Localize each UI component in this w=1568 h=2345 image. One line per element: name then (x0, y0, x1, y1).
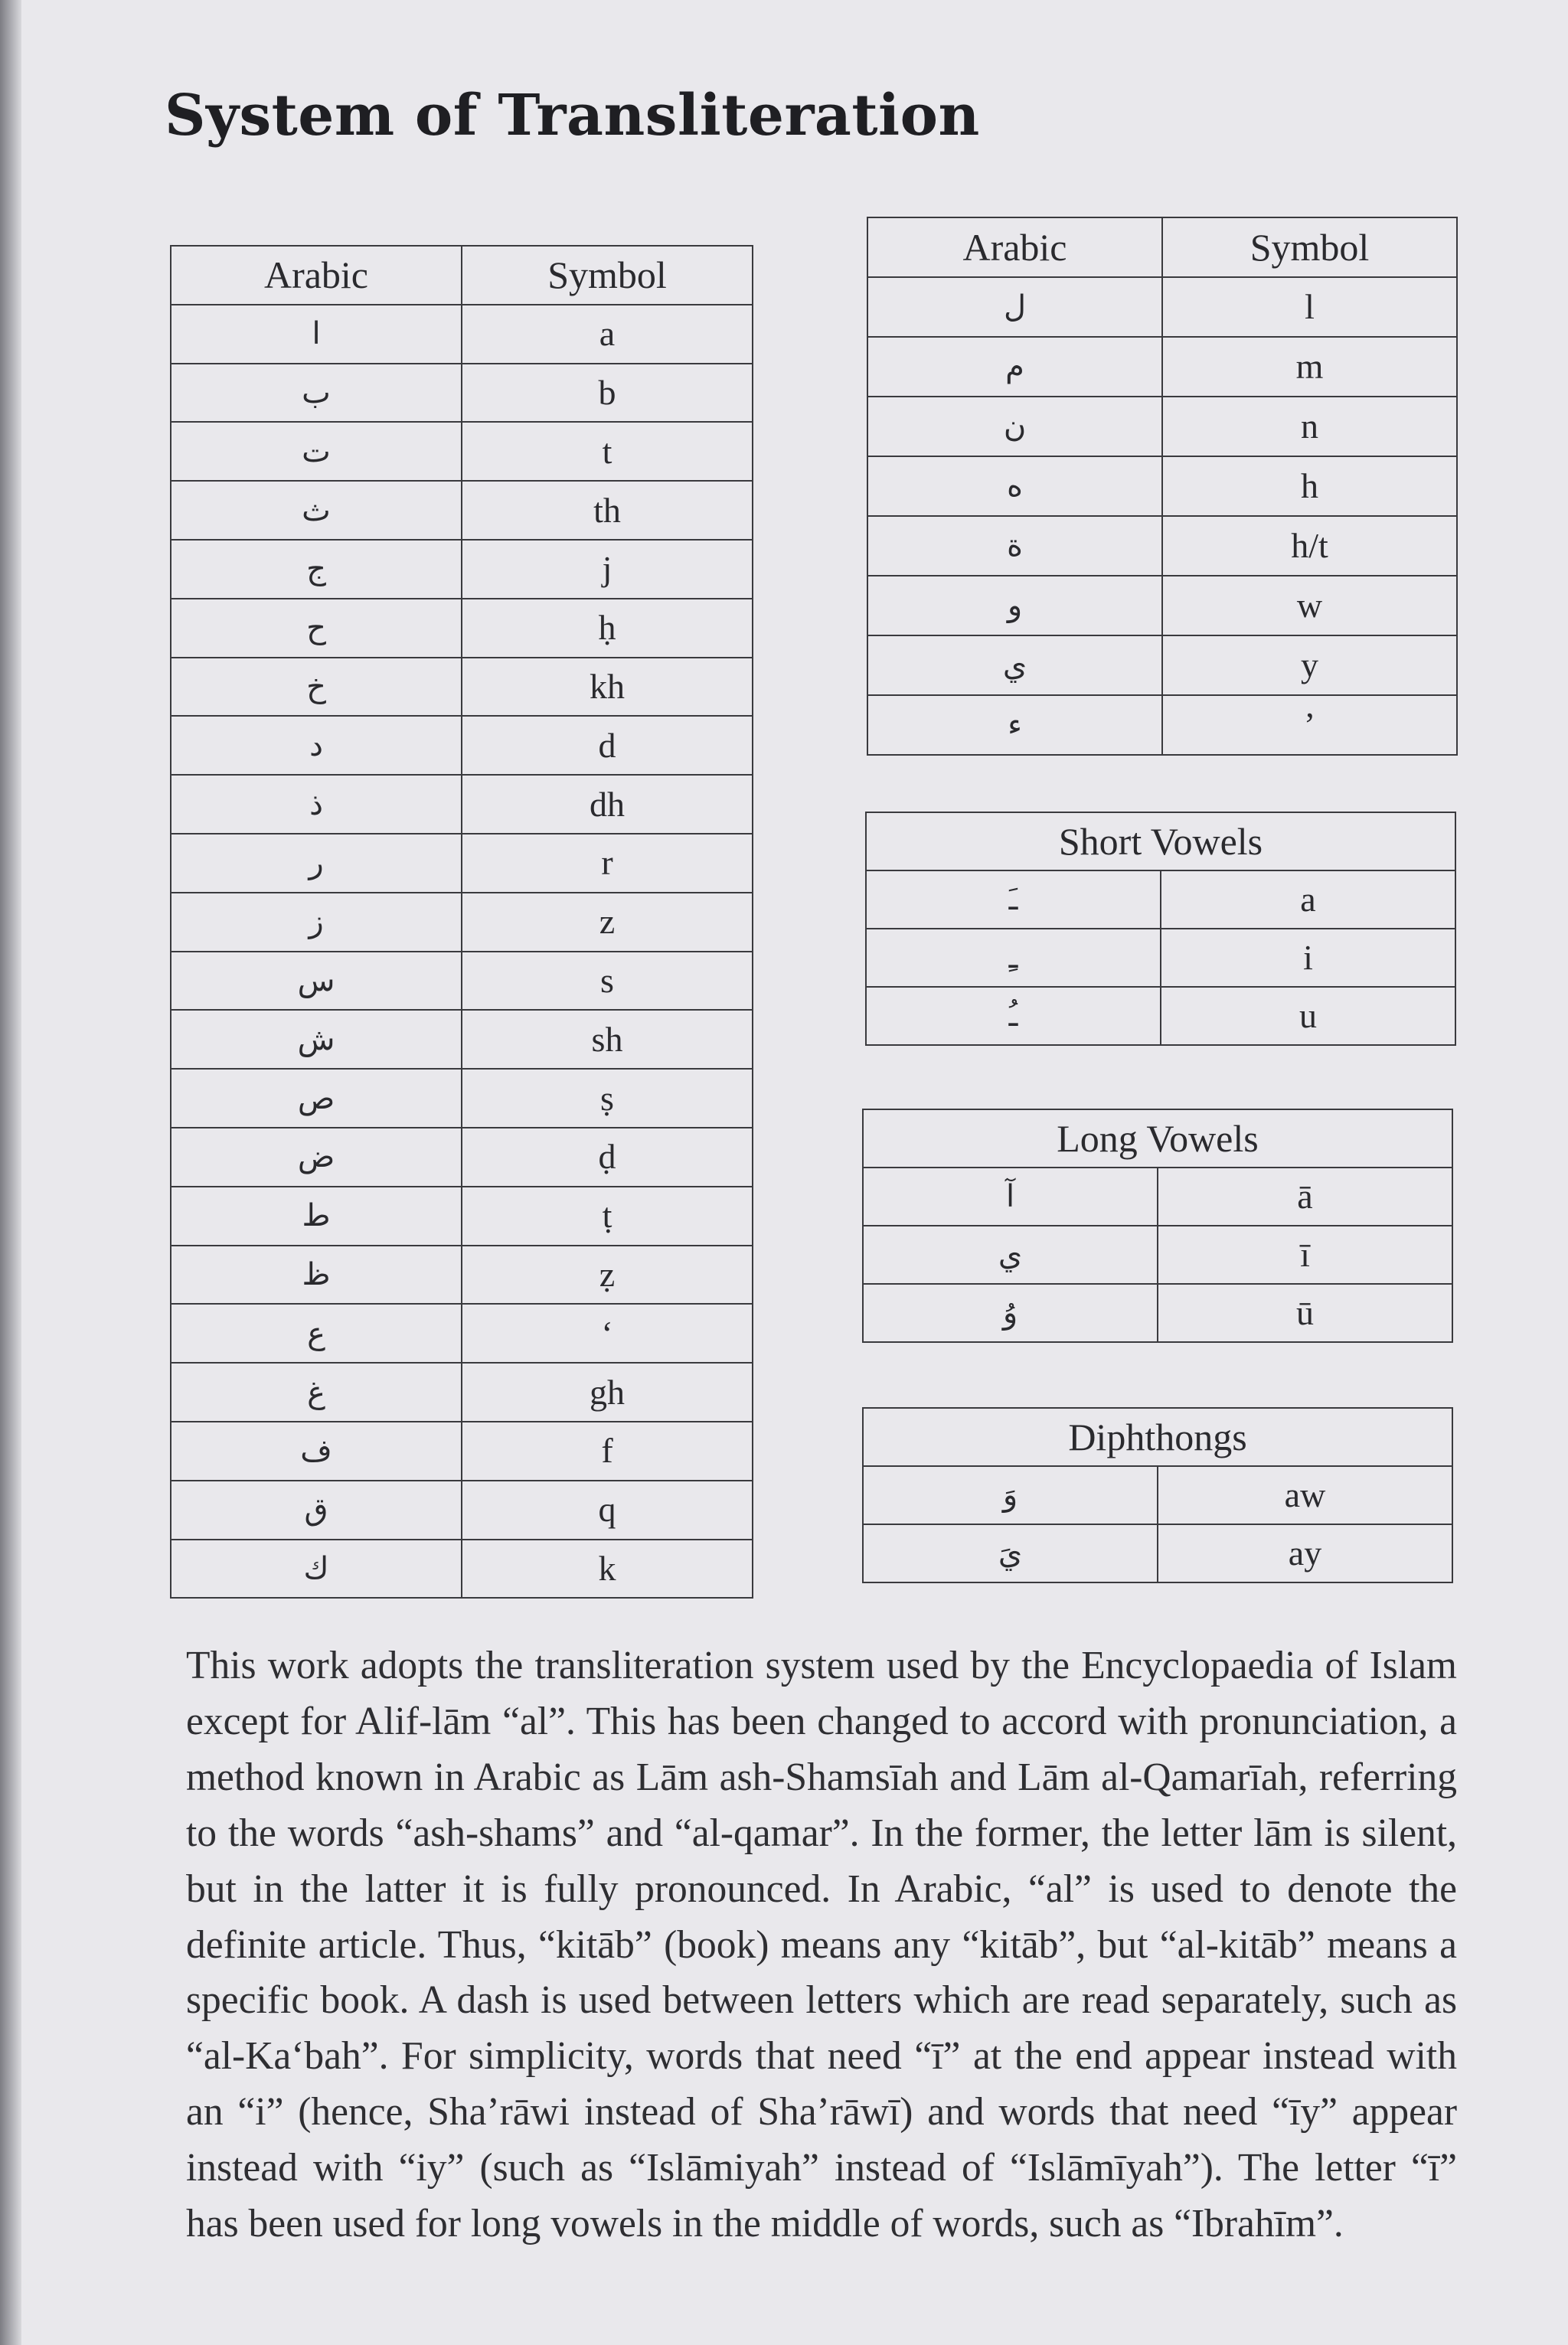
symbol-cell: dh (462, 775, 753, 834)
arabic-cell: ـُ (866, 987, 1161, 1045)
symbol-cell: a (1161, 870, 1455, 929)
arabic-cell: خ (171, 658, 462, 717)
table-row (171, 540, 753, 599)
short-vowels-table (865, 812, 1456, 1046)
symbol-cell: y (1162, 635, 1457, 695)
table-row (171, 658, 753, 717)
arabic-cell: ث (171, 481, 462, 540)
table-row (863, 1524, 1452, 1582)
symbol-cell: m (1162, 337, 1457, 397)
table-row (867, 277, 1457, 337)
arabic-cell: ذ (171, 775, 462, 834)
table-row (171, 1422, 753, 1481)
symbol-cell: ‘ (462, 1304, 753, 1363)
symbol-cell: ṣ (462, 1069, 753, 1128)
consonants-table-right (867, 217, 1458, 756)
arabic-cell: ز (171, 893, 462, 952)
symbol-cell: ī (1158, 1226, 1452, 1284)
symbol-cell: t (462, 422, 753, 481)
table-row (867, 456, 1457, 516)
arabic-cell: ج (171, 540, 462, 599)
arabic-cell: آ (863, 1168, 1158, 1226)
arabic-cell: ض (171, 1128, 462, 1187)
arabic-cell: ف (171, 1422, 462, 1481)
symbol-cell: a (462, 305, 753, 364)
arabic-cell: ط (171, 1187, 462, 1246)
table-row (171, 599, 753, 658)
table-header-row (171, 246, 753, 305)
arabic-cell: ب (171, 364, 462, 423)
arabic-cell: ة (867, 516, 1162, 576)
table-row (867, 397, 1457, 456)
table-row (171, 1363, 753, 1422)
arabic-cell: و (867, 576, 1162, 635)
arabic-cell: ي (867, 635, 1162, 695)
symbol-cell: ’ (1162, 695, 1457, 755)
table-row (171, 1246, 753, 1305)
long-vowels-table (862, 1109, 1453, 1343)
arabic-cell: وُ (863, 1284, 1158, 1342)
arabic-cell: ظ (171, 1246, 462, 1305)
symbol-cell: gh (462, 1363, 753, 1422)
arabic-cell: ح (171, 599, 462, 658)
symbol-cell: aw (1158, 1466, 1452, 1524)
arabic-cell: ق (171, 1481, 462, 1540)
arabic-cell: يَ (863, 1524, 1158, 1582)
table-row (171, 716, 753, 775)
symbol-cell: i (1161, 929, 1455, 987)
arabic-cell: وَ (863, 1466, 1158, 1524)
symbol-cell: q (462, 1481, 753, 1540)
table-row (171, 1540, 753, 1599)
arabic-cell: ء (867, 695, 1162, 755)
table-row (866, 987, 1455, 1045)
arabic-cell: ا (171, 305, 462, 364)
symbol-cell: f (462, 1422, 753, 1481)
arabic-cell: غ (171, 1363, 462, 1422)
table-row (171, 1128, 753, 1187)
table-row (171, 481, 753, 540)
table-row (867, 337, 1457, 397)
symbol-cell: h/t (1162, 516, 1457, 576)
header-symbol: Symbol (462, 246, 753, 305)
arabic-cell: م (867, 337, 1162, 397)
symbol-cell: k (462, 1540, 753, 1599)
symbol-cell: s (462, 952, 753, 1011)
table-row (171, 305, 753, 364)
arabic-cell: ي (863, 1226, 1158, 1284)
table-title-row (866, 812, 1455, 870)
symbol-cell: ḥ (462, 599, 753, 658)
table-title-row (863, 1408, 1452, 1466)
table-row (171, 1187, 753, 1246)
symbol-cell: w (1162, 576, 1457, 635)
arabic-cell: ش (171, 1010, 462, 1069)
symbol-cell: sh (462, 1010, 753, 1069)
header-symbol: Symbol (1162, 217, 1457, 277)
table-row (171, 422, 753, 481)
symbol-cell: ḍ (462, 1128, 753, 1187)
table-row (863, 1466, 1452, 1524)
symbol-cell: th (462, 481, 753, 540)
symbol-cell: u (1161, 987, 1455, 1045)
table-row (171, 893, 753, 952)
arabic-cell: ك (171, 1540, 462, 1599)
arabic-cell: ن (867, 397, 1162, 456)
symbol-cell: kh (462, 658, 753, 717)
table-row (867, 695, 1457, 755)
symbol-cell: j (462, 540, 753, 599)
table-row (867, 576, 1457, 635)
long-vowels-title: Long Vowels (863, 1109, 1452, 1168)
arabic-cell: د (171, 716, 462, 775)
symbol-cell: l (1162, 277, 1457, 337)
arabic-cell: ه (867, 456, 1162, 516)
diphthongs-title: Diphthongs (863, 1408, 1452, 1466)
symbol-cell: b (462, 364, 753, 423)
table-row (863, 1284, 1452, 1342)
header-arabic: Arabic (171, 246, 462, 305)
table-row (171, 952, 753, 1011)
arabic-cell: ص (171, 1069, 462, 1128)
arabic-cell: ـِ (866, 929, 1161, 987)
table-row (866, 929, 1455, 987)
symbol-cell: ay (1158, 1524, 1452, 1582)
symbol-cell: ā (1158, 1168, 1452, 1226)
arabic-cell: ت (171, 422, 462, 481)
header-arabic: Arabic (867, 217, 1162, 277)
book-spine-shadow (0, 0, 21, 2345)
symbol-cell: ṭ (462, 1187, 753, 1246)
symbol-cell: r (462, 834, 753, 893)
arabic-cell: ع (171, 1304, 462, 1363)
arabic-cell: س (171, 952, 462, 1011)
page-title: System of Transliteration (165, 83, 980, 149)
table-row (171, 364, 753, 423)
symbol-cell: d (462, 716, 753, 775)
symbol-cell: ẓ (462, 1246, 753, 1305)
symbol-cell: h (1162, 456, 1457, 516)
symbol-cell: ū (1158, 1284, 1452, 1342)
symbol-cell: z (462, 893, 753, 952)
table-row (171, 1481, 753, 1540)
arabic-cell: ل (867, 277, 1162, 337)
table-row (867, 635, 1457, 695)
table-title-row (863, 1109, 1452, 1168)
transliteration-note-paragraph: This work adopts the transliteration system used by the Encyclopaedia of Islam except for Alif-lām “al”. This has been changed to accord with pronunciation, a method known in Arabic as Lām ash-Shamsīah and Lām al-Qamarīah, referring to the words “ash-shams” and “al-qamar”. In the former, the letter lām is silent, but in the latter it is fully pronounced. In Arabic, “al” is used to denote the definite article. Thus, “kitāb” (book) means any “kitāb”, but “al-kitāb” means a specific book. A dash is used between letters which are read separately, such as “al-Ka‘bah”. For simplicity, words that need “ī” at the end appear instead with an “i” (hence, Sha’rāwi instead of Sha’rāwī) and words that need “īy” appear instead with “iy” (such as “Islāmiyah” instead of “Islāmīyah”). The letter “ī” has been used for long vowels in the middle of words, such as “Ibrahīm”. (186, 1644, 1457, 2246)
table-row (171, 834, 753, 893)
table-row (867, 516, 1457, 576)
short-vowels-title: Short Vowels (866, 812, 1455, 870)
table-row (863, 1168, 1452, 1226)
diphthongs-table (862, 1407, 1453, 1583)
table-row (171, 1010, 753, 1069)
consonants-table-left (170, 245, 753, 1599)
table-row (866, 870, 1455, 929)
table-row (171, 1304, 753, 1363)
arabic-cell: ـَ (866, 870, 1161, 929)
table-header-row (867, 217, 1457, 277)
table-row (863, 1226, 1452, 1284)
table-row (171, 1069, 753, 1128)
table-row (171, 775, 753, 834)
arabic-cell: ر (171, 834, 462, 893)
symbol-cell: n (1162, 397, 1457, 456)
